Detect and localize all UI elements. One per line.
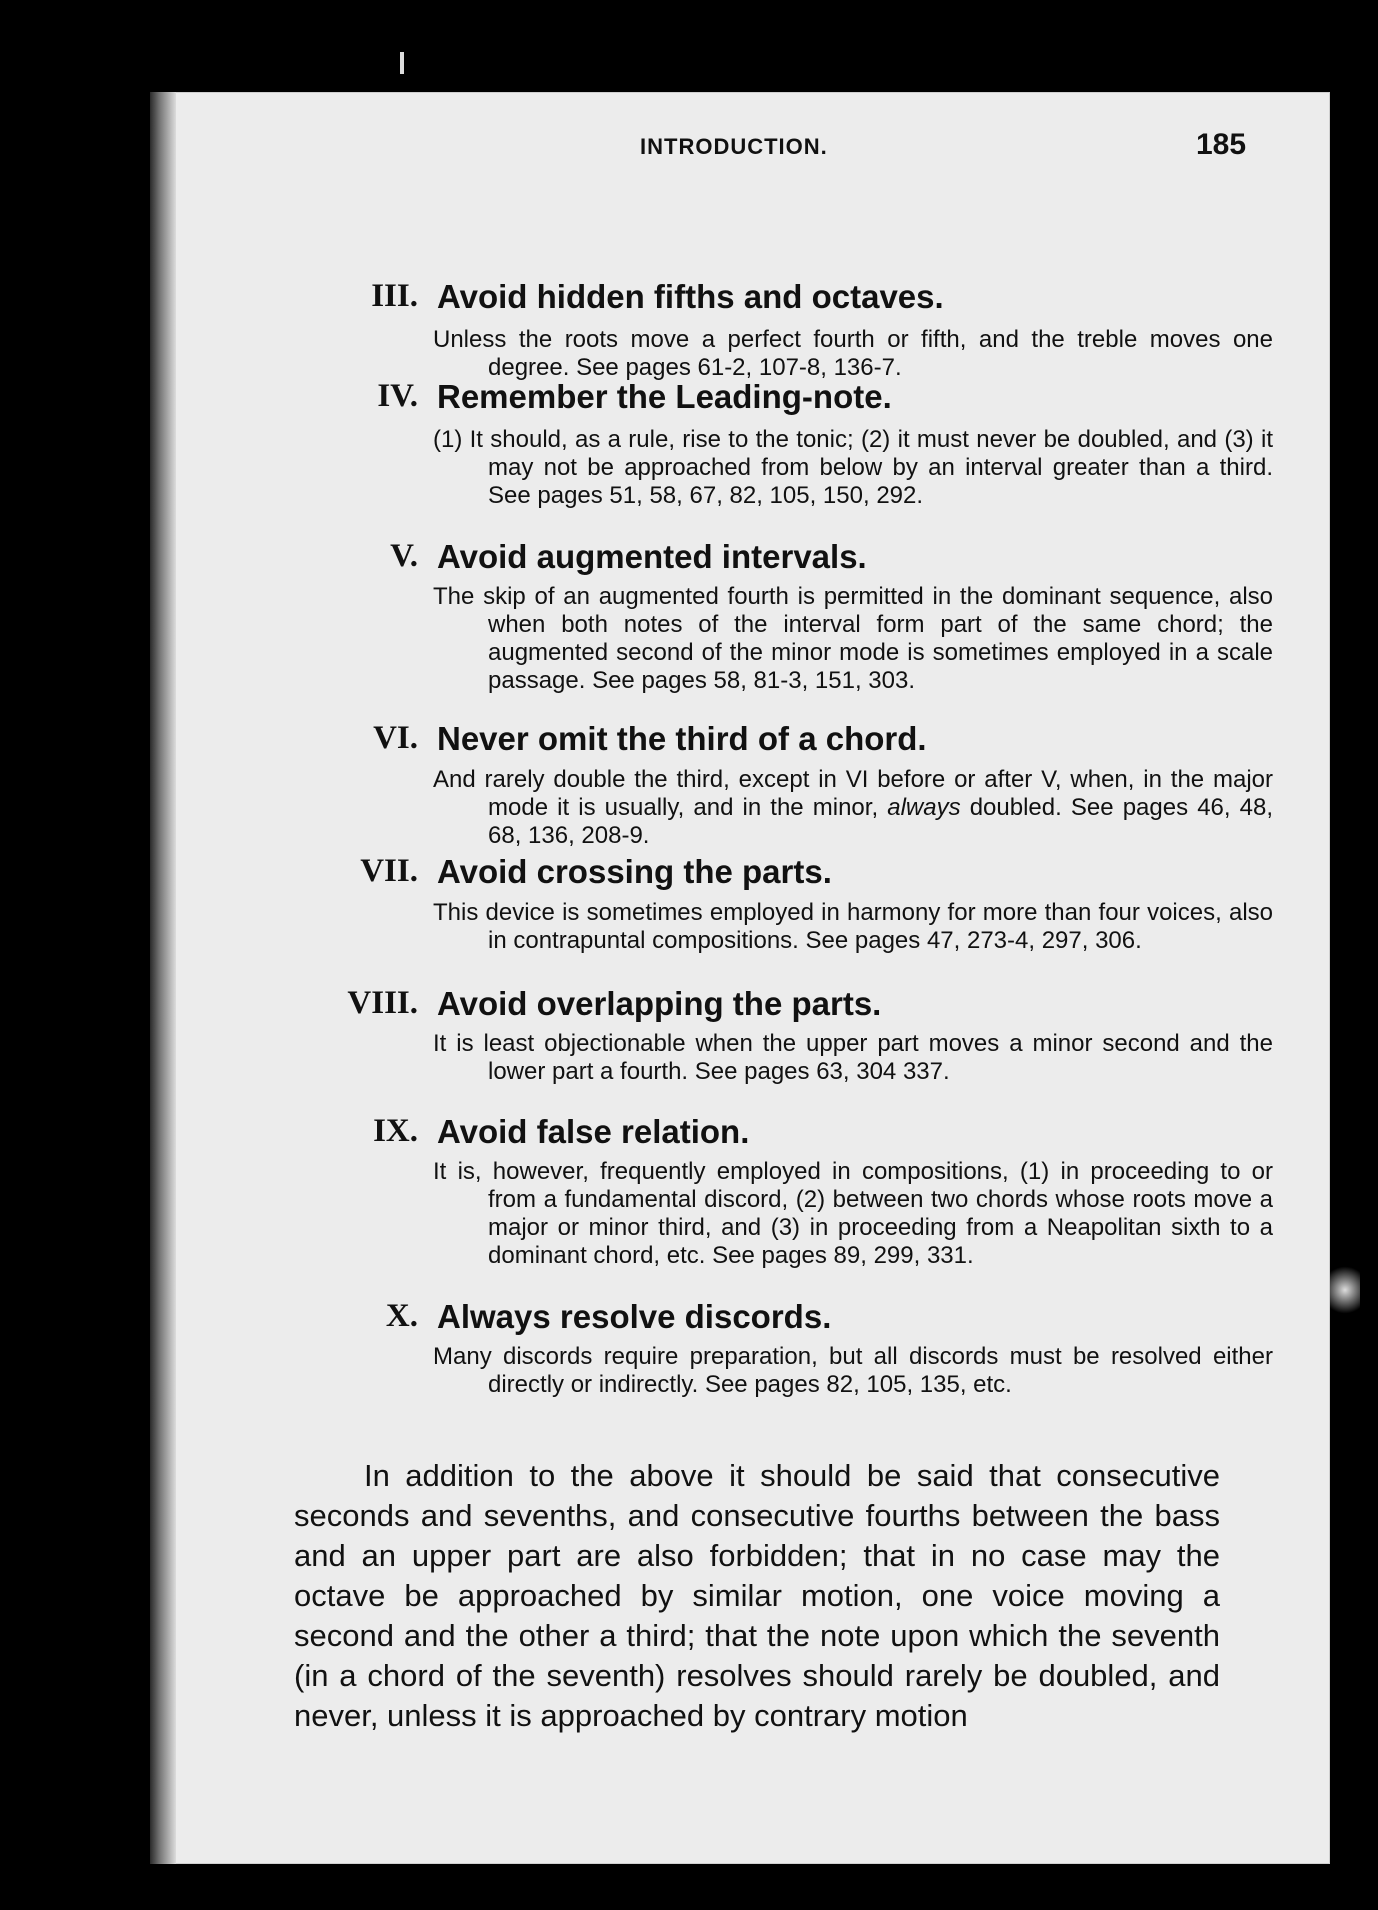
rule-heading: Avoid augmented intervals. bbox=[437, 538, 867, 575]
rule-number: III. bbox=[371, 278, 418, 314]
rule-explanation: This device is sometimes employed in harmony for more than four voices, also in contrapuntal compositions. See pages 47, 273-4, 297, 306. bbox=[433, 899, 1273, 954]
rule-explanation: Unless the roots move a perfect fourth or fifth, and the treble moves one degree. See pages 61-2, 107-8, 136-7. bbox=[433, 326, 1273, 381]
page-header bbox=[0, 128, 1378, 174]
book-spine bbox=[150, 92, 176, 1864]
page-number: 185 bbox=[1196, 128, 1247, 161]
rule-heading: Avoid hidden fifths and octaves. bbox=[437, 278, 944, 315]
emphasis: always bbox=[887, 794, 961, 821]
rule-explanation: It is, however, frequently employed in compositions, (1) in proceeding to or from a fundamental discord, (2) between two chords whose roots move a major or minor third, and (3) in proceeding from a Neapolitan sixth to a dominant chord, etc. See pages 89, 299, 331. bbox=[433, 1158, 1273, 1269]
rule-heading: Remember the Leading-note. bbox=[437, 378, 892, 415]
rule-explanation-text: And rarely double the third, except in VI before or after V, when, in the major mode it is usually, and in the minor, bbox=[433, 766, 1273, 821]
rule-number: VI. bbox=[373, 720, 418, 756]
rule-explanation: It is least objectionable when the upper part moves a minor second and the lower part a fourth. See pages 63, 304 337. bbox=[433, 1030, 1273, 1085]
rule-explanation bbox=[433, 766, 1273, 850]
running-head: INTRODUCTION. bbox=[640, 134, 828, 159]
rule-explanation: Many discords require preparation, but all discords must be resolved either directly or indirectly. See pages 82, 105, 135, etc. bbox=[433, 1343, 1273, 1398]
scan-mark bbox=[400, 52, 404, 74]
rule-heading: Avoid crossing the parts. bbox=[437, 853, 832, 890]
rule-number: X. bbox=[385, 1298, 418, 1334]
scan-smudge bbox=[1330, 1260, 1360, 1320]
rule-explanation: (1) It should, as a rule, rise to the tonic; (2) it must never be doubled, and (3) it may not be approached from below by an interval greater than a third. See pages 51, 58, 67, 82, 105, 150, 292. bbox=[433, 426, 1273, 509]
rule-heading: Avoid false relation. bbox=[437, 1113, 750, 1150]
rule-heading: Avoid overlapping the parts. bbox=[437, 985, 882, 1022]
rule-heading: Never omit the third of a chord. bbox=[437, 720, 927, 757]
rule-number: IV. bbox=[377, 378, 418, 414]
rule-number: VII. bbox=[360, 853, 418, 889]
rule-explanation: The skip of an augmented fourth is permitted in the dominant sequence, also when both notes of the interval form part of the same chord; the augmented second of the minor mode is sometimes employed in a scale passage. See pages 58, 81-3, 151, 303. bbox=[433, 583, 1273, 694]
rule-heading: Always resolve discords. bbox=[437, 1298, 832, 1335]
rule-number: VIII. bbox=[347, 985, 418, 1021]
rule-number: V. bbox=[390, 538, 418, 574]
rule-explanation-text: doubled. See pages 46, 48, 68, 136, 208-9. bbox=[488, 794, 1274, 849]
closing-paragraph: In addition to the above it should be said that consecutive seconds and sevenths, and consecutive fourths between the bass and an upper part are also forbidden; that in no case may the octave be approached by similar motion, one voice moving a second and the other a third; that the note upon which the seventh (in a chord of the seventh) resolves should rarely be doubled, and never, unless it is approached by contrary motion bbox=[294, 1458, 1220, 1733]
rule-number: IX. bbox=[373, 1113, 418, 1149]
